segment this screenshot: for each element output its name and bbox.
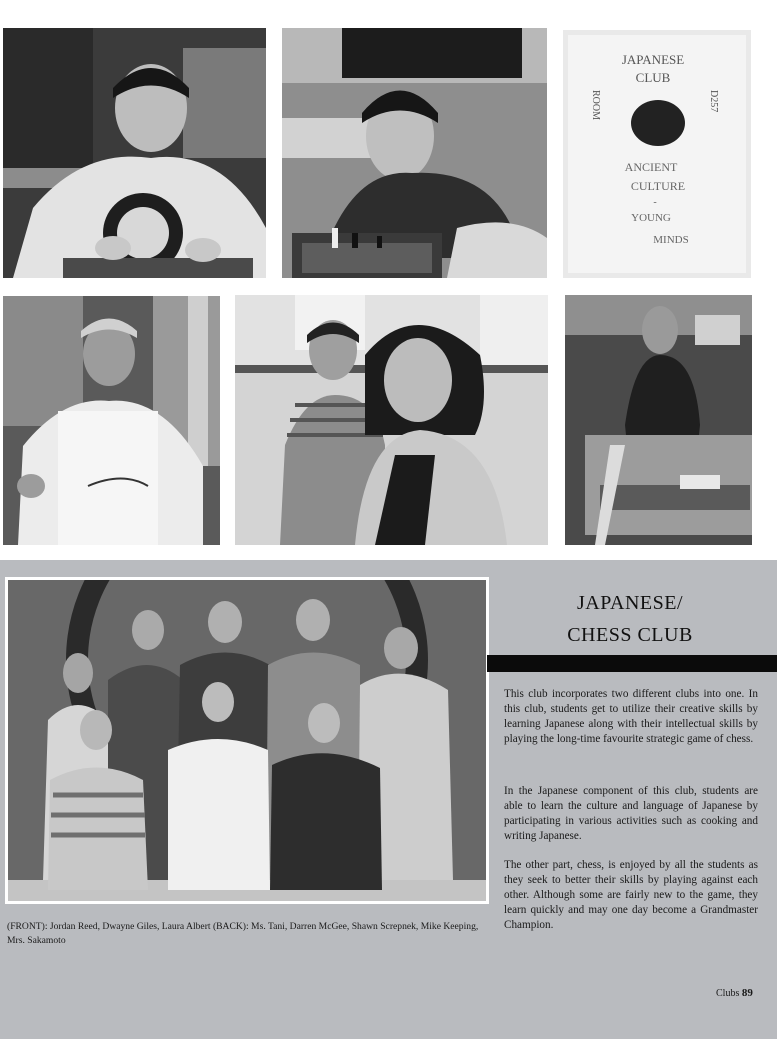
- sign-line-4: CULTURE: [630, 179, 686, 193]
- sign-line-5: -: [653, 197, 657, 208]
- club-title-line-1: JAPANESE/: [576, 592, 683, 614]
- photo-student-at-desk: [565, 295, 752, 545]
- folio-page-number: 89: [741, 987, 753, 999]
- title-divider-bar: [487, 655, 777, 672]
- photo-woman-apron: [3, 296, 220, 545]
- paragraph-intro: This club incorporates two different clubs into one. In this club, students get to utilize their creative skills by learning Japanese along with their intellectual skills by playing the long-time favourite strategic game of chess.: [504, 688, 758, 745]
- club-title-line-2: CHESS CLUB: [567, 624, 693, 646]
- photo-japanese-club-sign: [563, 30, 751, 278]
- paragraph-japanese: In the Japanese component of this club, students are able to learn the culture and language of Japanese by participating in various activities such as cooking and writing Japanese.: [504, 785, 758, 842]
- photo-group: [8, 580, 486, 901]
- sign-left-vertical: ROOM: [590, 90, 601, 121]
- paragraph-chess: The other part, chess, is enjoyed by all the students as they seek to better their skills by playing against each other. Although some are fairly new to the game, they learn quickly and may one day become a Grandmaster Champion.: [504, 859, 758, 931]
- sign-line-2: CLUB: [635, 70, 671, 85]
- sign-line-1: JAPANESE: [621, 52, 685, 67]
- sign-line-6: YOUNG: [631, 212, 671, 224]
- photo-chess-boy-glasses: [3, 28, 266, 278]
- sign-right-vertical: D257: [708, 90, 719, 113]
- sign-line-3: ANCIENT: [624, 160, 678, 174]
- sign-line-7: MINDS: [653, 234, 689, 246]
- group-photo-caption: (FRONT): Jordan Reed, Dwayne Giles, Laura Albert (BACK): Ms. Tani, Darren McGee, Shawn Screpnek, Mike Keeping, Mrs. Sakamoto: [7, 921, 479, 946]
- folio-section: Clubs: [716, 988, 740, 999]
- photo-teacher-and-student: [235, 295, 548, 545]
- photo-chess-boy-plaid: [282, 28, 547, 278]
- page-folio: [716, 987, 753, 999]
